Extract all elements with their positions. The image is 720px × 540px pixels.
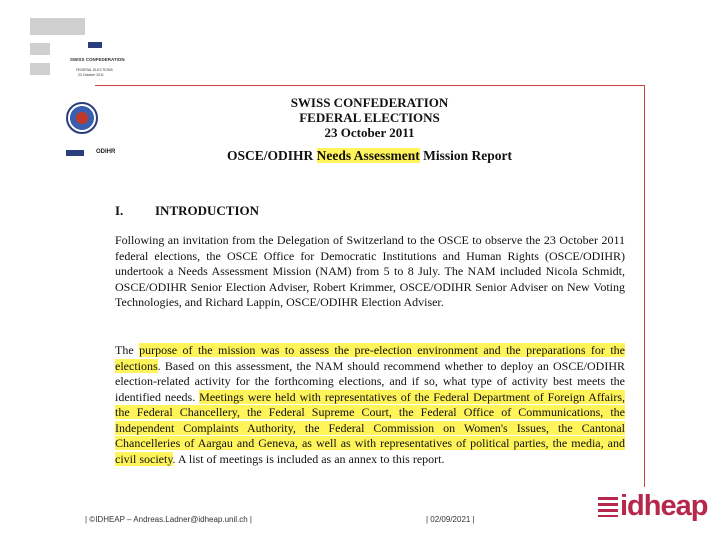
thumb-date: 23 October 2011 [78, 73, 104, 77]
report-title-line-1: SWISS CONFEDERATION [290, 95, 449, 110]
para2-highlight-1: purpose of the mission was to assess the pre-election environment and the preparations for the elections [115, 343, 626, 373]
thumb-subtitle: FEDERAL ELECTIONS [76, 68, 113, 72]
idheap-logo [598, 490, 707, 523]
paragraph-2 [115, 343, 625, 467]
paragraph-1: Following an invitation from the Delegation of Switzerland to the OSCE to observe the 23 October 2011 federal elections, the OSCE Office for Democratic Institutions and Human Rights (OSCE/ODIHR) undertook a Needs Assessment Mission (NAM) from 5 to 8 July. The NAM included Nicola Schmidt, OSCE/ODIHR Senior Election Adviser, Robert Krimmer, OSCE/ODIHR Senior Adviser on New Voting Technologies, and Richard Lappin, OSCE/ODIHR Election Adviser. [115, 233, 625, 309]
subtitle-suffix: Mission Report [419, 148, 513, 163]
subtitle-prefix: OSCE/ODIHR [226, 148, 317, 163]
para2-highlight-2: Meetings were held with representatives of the Federal Department of Foreign Affairs, the Federal Chancellery, the Federal Supreme Court, the Federal Office of Communications, the Independent Complaints Authority, the Federal Commission on Women's Issues, the Cantonal Chancelleries of Aargau and Geneva, as well as with representatives of political parties, the media, and civil society [115, 389, 625, 466]
para2-middle: . Based on this assessment, the NAM should recommend whether to deploy an OSCE/ODIHR election-related activity for the forthcoming elections, and if so, what type of activity best meets the identified needs. [115, 358, 625, 404]
report-subtitle [95, 148, 644, 164]
report-title-line-3: 23 October 2011 [324, 125, 415, 140]
footer-date: | 02/09/2021 | [426, 515, 475, 524]
report-title-line-2: FEDERAL ELECTIONS [299, 110, 440, 125]
idheap-bars-icon [598, 497, 618, 517]
odihr-logo-text: ODIHR [96, 149, 116, 155]
section-heading [115, 203, 259, 219]
subtitle-highlight: Needs Assessment [316, 148, 420, 163]
osce-logo-icon [88, 42, 102, 48]
decorative-bar [30, 63, 50, 75]
decorative-bar [30, 18, 85, 35]
para2-start: The [115, 343, 140, 357]
idheap-logo-text: idheap [620, 490, 708, 522]
thumb-title: SWISS CONFEDERATION [70, 57, 125, 62]
report-page [95, 85, 645, 487]
section-title: INTRODUCTION [155, 203, 260, 218]
osce-seal-icon [66, 102, 98, 134]
para2-end: . A list of meetings is included as an annex to this report. [172, 451, 445, 466]
osce-flag-icon [66, 150, 84, 156]
section-number: I. [115, 203, 124, 218]
decorative-bar [30, 43, 50, 55]
footer-author: | ©IDHEAP – Andreas.Ladner@idheap.unil.ch | [85, 515, 253, 524]
